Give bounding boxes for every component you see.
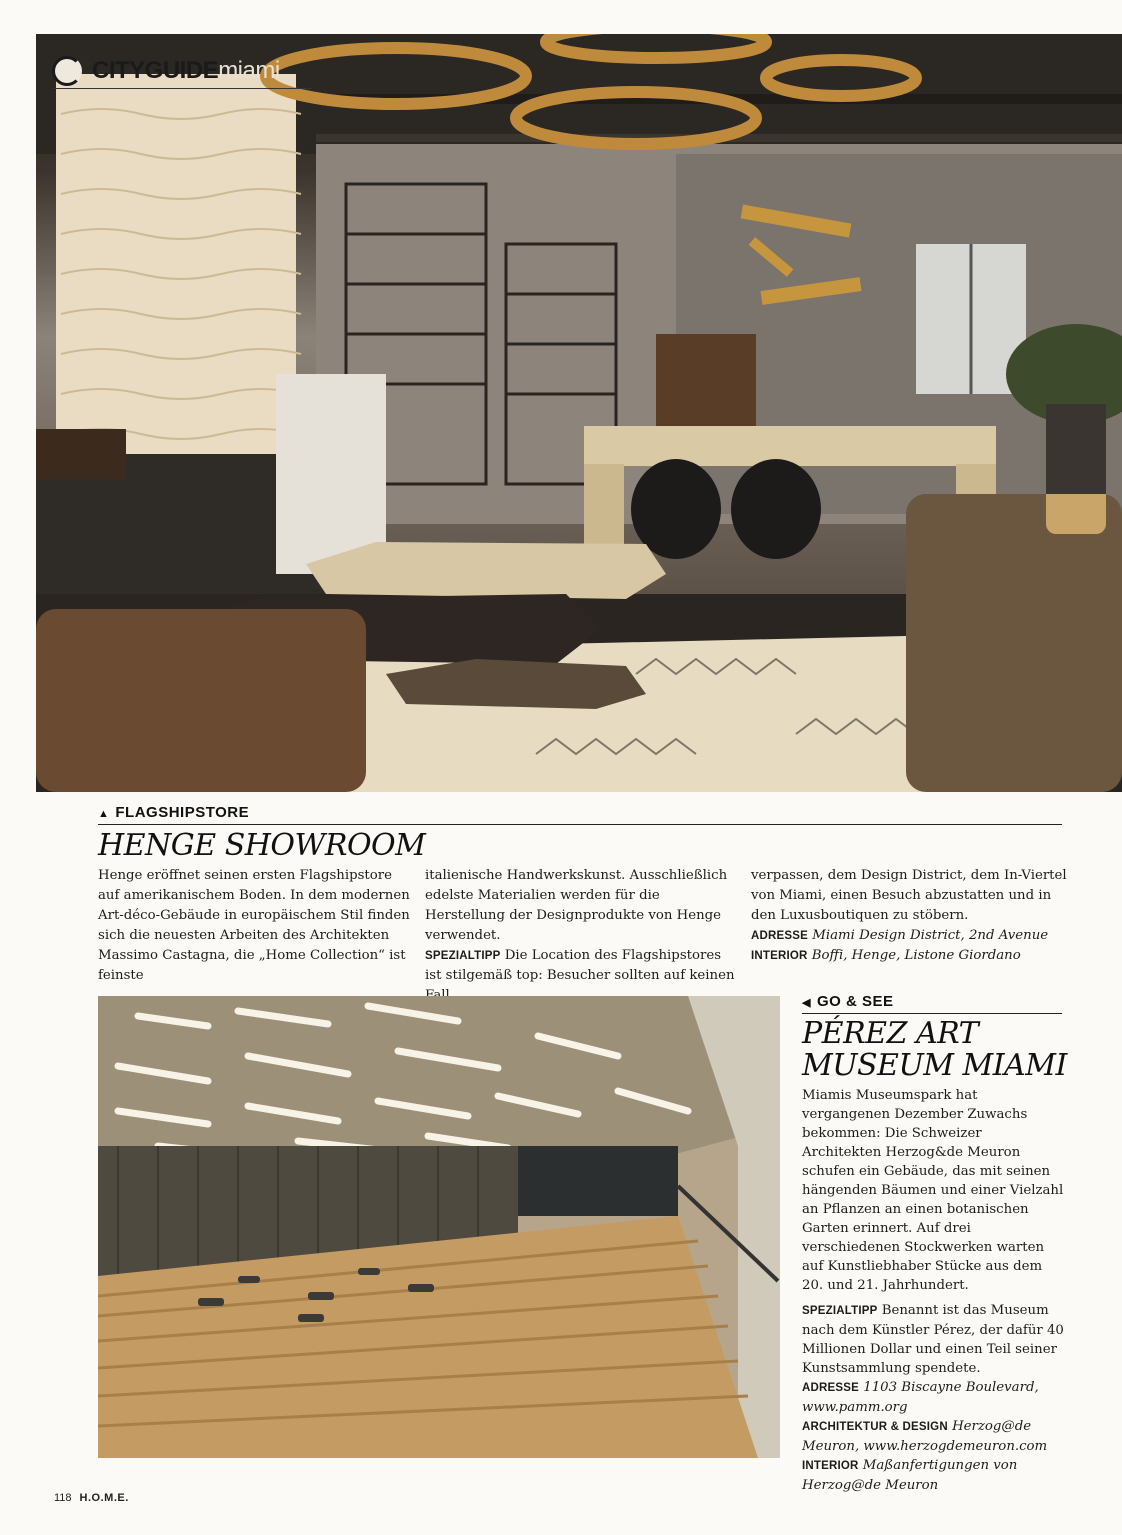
article1-column-3 — [751, 866, 1067, 966]
article2-column — [802, 1086, 1064, 1495]
article1-col3-text: verpassen, dem Design District, dem In-Viertel von Miami, einen Besuch abzustatten und in den Luxusboutiquen zu stöbern. — [751, 868, 1067, 923]
brand-underline — [52, 88, 312, 89]
museum-photo — [98, 996, 780, 1458]
article2-title-line2: MUSEUM MIAMI — [802, 1047, 1067, 1083]
article1-interior — [751, 946, 1067, 966]
page-number: 118 — [54, 1492, 72, 1504]
article1-address-label: ADRESSE — [751, 930, 808, 942]
section-title — [92, 57, 280, 85]
article1-col2-text: italienische Handwerkskunst. Ausschließlich edelste Materialien werden für die Herstellung der Designprodukte von Henge verwendet. — [425, 868, 728, 943]
page-footer — [54, 1492, 129, 1504]
article1-interior-value: Boffi, Henge, Listone Giordano — [811, 948, 1021, 963]
article2-arch-label: ARCHITEKTUR & DESIGN — [802, 1421, 948, 1433]
city-name: miami — [218, 57, 280, 84]
article2-rule — [802, 1013, 1062, 1014]
article2-kicker-text: GO & SEE — [816, 993, 894, 1010]
triangle-up-icon: ▲ — [98, 808, 110, 820]
article2-kicker — [802, 993, 894, 1010]
article1-title: HENGE SHOWROOM — [98, 828, 426, 863]
article1-tip-text: Die Location des Flagshipstores ist stilgemäß top: Besucher sollten auf keinen — [425, 948, 735, 983]
article1-kicker — [98, 804, 249, 821]
article2-interior-value: Maßanfertigungen von Herzog@de Meuron — [802, 1458, 1018, 1493]
article2-address — [802, 1378, 1064, 1417]
article2-interior-label: INTERIOR — [802, 1460, 859, 1472]
triangle-left-icon: ◀ — [802, 997, 811, 1009]
article1-kicker-text: FLAGSHIPSTORE — [115, 804, 250, 821]
article1-column-1 — [98, 866, 413, 986]
article2-title — [802, 1018, 1067, 1081]
article1-column-2 — [425, 866, 737, 1006]
showroom-illustration — [36, 34, 1122, 792]
article2-arch-value: Herzog@de Meuron, www.herzogdemeuron.com — [802, 1419, 1048, 1454]
section-name: CITYGUIDE — [92, 57, 219, 84]
article1-address — [751, 926, 1067, 946]
article1-tip-label: SPEZIALTIPP — [425, 950, 501, 962]
article1-col1-text: Henge eröffnet seinen ersten Flagshipstore auf amerikanischem Boden. In dem modernen Art-déco-Gebäude in europäischem Stil finden sich die neuesten Arbeiten des Architekten Massimo Castagna, die „Home Collection“ ist feinste — [98, 868, 410, 983]
article1-interior-label: INTERIOR — [751, 950, 808, 962]
article2-architecture — [802, 1417, 1064, 1456]
section-brand — [52, 54, 280, 88]
brand-logo-icon — [52, 56, 82, 86]
magazine-name: H.O.M.E. — [79, 1492, 129, 1504]
article2-tip — [802, 1301, 1064, 1378]
article2-address-value: 1103 Biscayne Boulevard, www.pamm.org — [802, 1380, 1039, 1415]
article2-address-label: ADRESSE — [802, 1382, 859, 1394]
museum-illustration — [98, 996, 780, 1458]
article2-title-line1: PÉREZ ART — [802, 1016, 979, 1051]
article2-body: Miamis Museumspark hat vergangenen Dezember Zuwachs bekommen: Die Schweizer Architekten Herzog&de Meuron schufen ein Gebäude, das mit seinen hängenden Bäumen und einer Vielzahl an Pflanzen an einen botanischen Garten erinnert. Auf drei verschiedenen Stockwerken warten auf Kunstliebhaber Stücke aus dem 20. und 21. Jahrhundert. — [802, 1088, 1064, 1293]
article1-rule — [98, 824, 1062, 825]
article2-interior — [802, 1456, 1064, 1495]
showroom-photo — [36, 34, 1122, 792]
article1-address-value: Miami Design District, 2nd Avenue — [812, 928, 1049, 943]
article2-tip-text: Benannt ist das Museum nach dem Künstler Pérez, der dafür 40 Millionen Dollar und einen Teil seiner Kunstsammlung spendete. — [802, 1303, 1064, 1376]
article2-tip-label: SPEZIALTIPP — [802, 1305, 878, 1317]
